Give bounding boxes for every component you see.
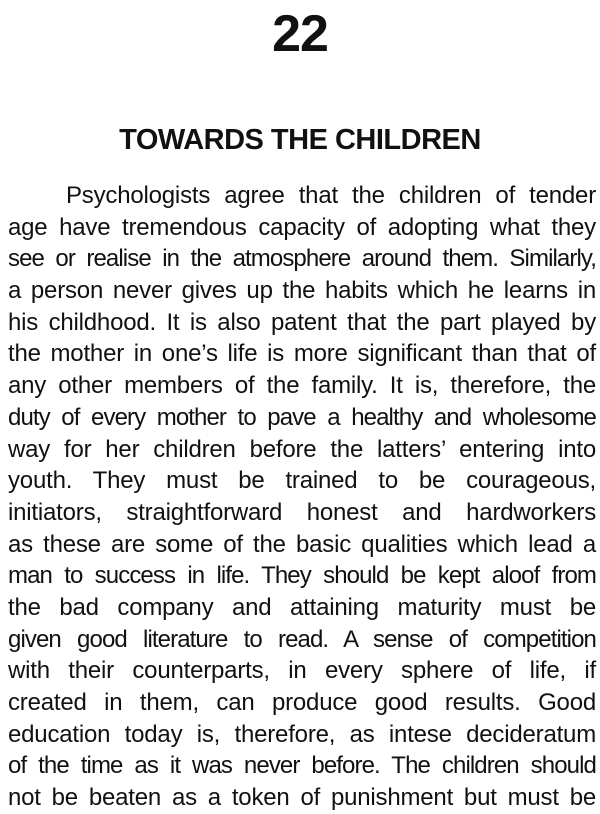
paragraph-line: initiators, straightforward honest and hardworkers xyxy=(8,498,596,526)
paragraph-line: created in them, can produce good results. Good xyxy=(8,689,596,716)
paragraph-line: of the time as it was never before. The children should xyxy=(8,752,596,780)
paragraph-line: see or realise in the atmosphere around them. Similarly, xyxy=(8,245,596,273)
paragraph-line: a person never gives up the habits which he learns in xyxy=(8,277,596,305)
paragraph-line: as these are some of the basic qualities which lead a xyxy=(8,530,596,558)
chapter-title: TOWARDS THE CHILDREN xyxy=(119,124,481,156)
paragraph-line: not be beaten as a token of punishment but must be xyxy=(8,784,596,812)
chapter-number: 22 xyxy=(272,5,328,63)
paragraph-line: with their counterparts, in every sphere of life, if xyxy=(8,657,596,685)
paragraph-line: given good literature to read. A sense of competition xyxy=(8,625,596,653)
paragraph-line: Psychologists agree that the children of tender xyxy=(66,182,596,209)
paragraph-line: the mother in one’s life is more significant than that of xyxy=(8,340,596,368)
paragraph-line: way for her children before the latters’ entering into xyxy=(8,435,596,463)
paragraph-line: his childhood. It is also patent that the part played by xyxy=(8,308,596,336)
paragraph-line: age have tremendous capacity of adopting what they xyxy=(8,213,596,241)
paragraph-line: duty of every mother to pave a healthy and wholesome xyxy=(8,403,596,431)
paragraph-line: youth. They must be trained to be courageous, xyxy=(8,467,596,495)
paragraph-line: man to success in life. They should be kept aloof from xyxy=(8,562,596,590)
paragraph-line: any other members of the family. It is, therefore, the xyxy=(8,372,596,400)
paragraph-line: education today is, therefore, as intese decideratum xyxy=(8,720,596,748)
paragraph-line: the bad company and attaining maturity must be xyxy=(8,593,596,621)
body-paragraph xyxy=(8,180,596,814)
